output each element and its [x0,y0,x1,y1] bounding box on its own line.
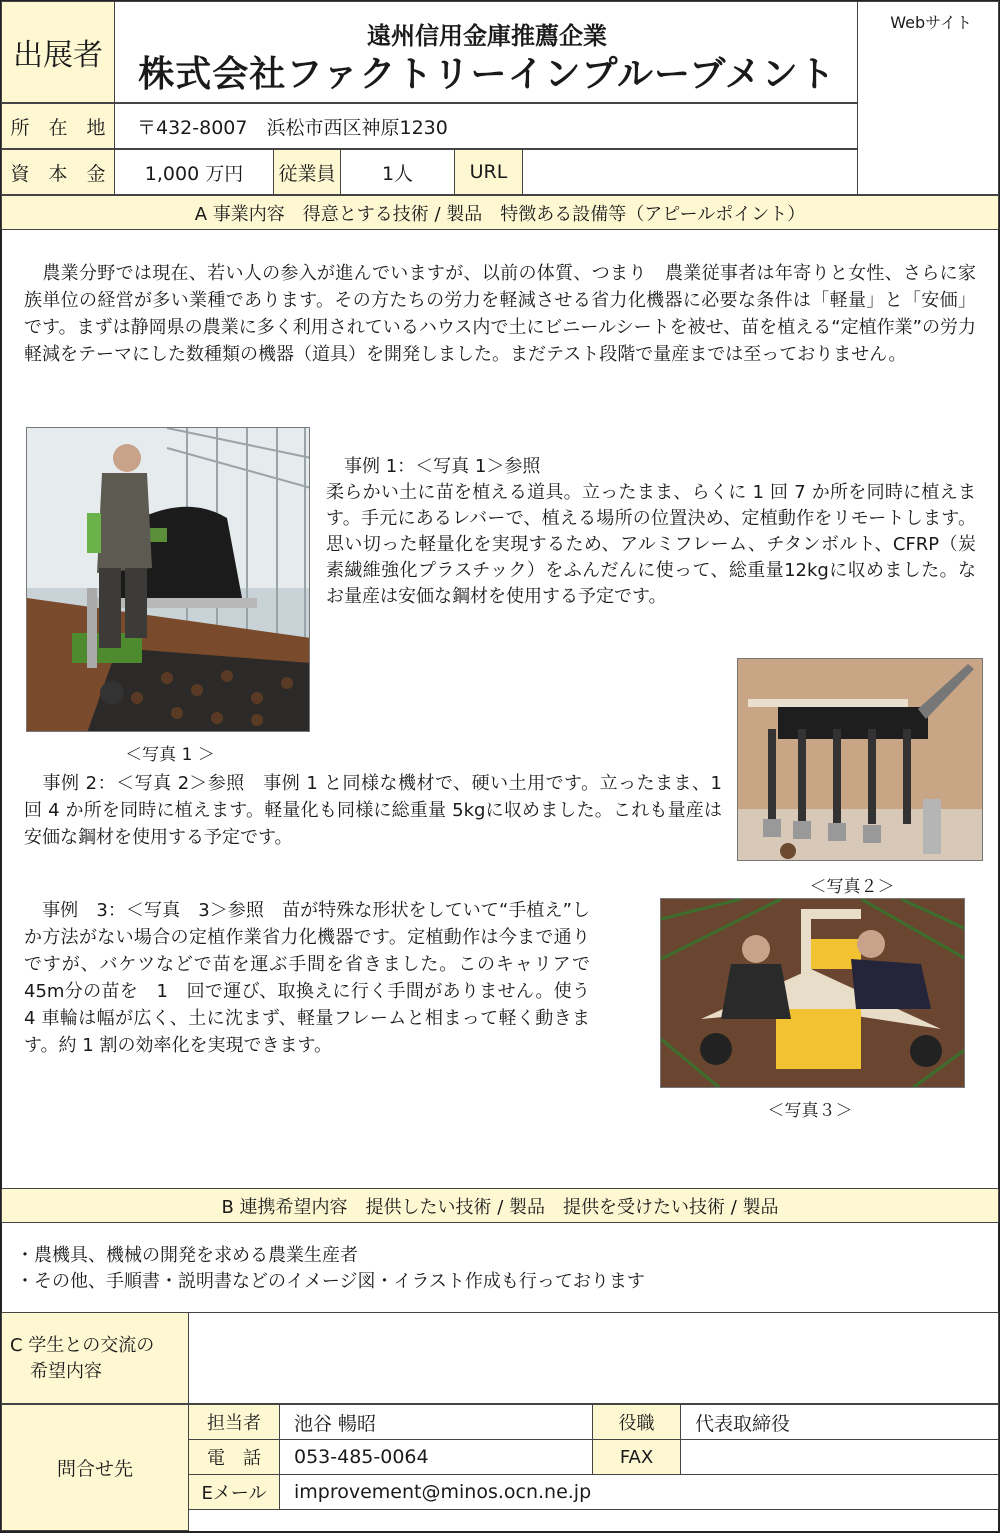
role-value: 代表取締役 [680,1404,999,1440]
exhibitor-label: 出展者 [1,1,115,103]
contact-label: 問合せ先 [1,1404,189,1531]
capital-value: 1,000 万円 [114,149,274,195]
photo-3-caption: ＜写真３＞ [767,1101,853,1121]
list-item: ・その他、手順書・説明書などのイメージ図・イラスト作成も行っております [16,1271,645,1292]
list-item: ・農機具、機械の開発を求める農業生産者 [16,1245,358,1266]
section-a-intro: 農業分野では現在、若い人の参入が進んでいますが、以前の体質、つまり 農業従事者は年寄りと女性、さらに家族単位の経営が多い業種であります。その方たちの労力を軽減させる省力化機器に必要な条件は「軽量」と「安価」です。まずは静岡県の農業に多く利用されているハウス内で土にビニールシートを被せ、苗を植える“定植作業”の労力軽減をテーマにした数種類の機器（道具）を開発しました。まだテスト段階で量産までは至っておりません。 [24,263,976,365]
recommendation-subtitle: 遠州信用金庫推薦企業 [367,22,607,50]
section-c-value [188,1312,999,1404]
section-b-heading: B 連携希望内容 提供したい技術 / 製品 提供を受けたい技術 / 製品 [1,1188,999,1223]
section-b-list [16,1243,986,1295]
photo-2-planting-tool [737,658,983,861]
photo-1-planting-tool [26,427,310,732]
section-c-label [1,1312,189,1404]
phone-label: 電 話 [188,1439,280,1475]
employees-label: 従業員 [273,149,341,195]
person-value: 池谷 暢昭 [279,1404,593,1440]
section-c-label-line2: 希望内容 [30,1361,102,1382]
email-value[interactable]: improvement@minos.ocn.ne.jp [279,1474,999,1510]
website-box [857,1,999,195]
email-label: Eメール [188,1474,280,1510]
fax-label: FAX [592,1439,681,1475]
company-header [114,1,858,103]
employees-value: 1人 [340,149,455,195]
address-label: 所 在 地 [1,103,115,149]
case-1-body: 柔らかい土に苗を植える道具。立ったまま、らくに 1 回 7 か所を同時に植えます。手元にあるレバーで、植える場所の位置決め、定植動作をリモートします。思い切った軽量化を実現するため、アルミフレーム、チタンボルト、CFRP（炭素繊維強化プラスチック）をふんだんに使って、総重量12kgに収めました。なお量産は安価な鋼材を使用する予定です。 [326,482,976,607]
address-value: 〒432-8007 浜松市西区神原1230 [114,103,858,149]
person-label: 担当者 [188,1404,280,1440]
url-value[interactable] [522,149,858,195]
section-a-heading: A 事業内容 得意とする技術 / 製品 特徴ある設備等（アピールポイント） [1,195,999,230]
capital-label: 資 本 金 [1,149,115,195]
company-name: 株式会社ファクトリーインプルーブメント [138,54,836,95]
url-label: URL [454,149,523,195]
case-2-text: 事例 2：＜写真 2＞参照 事例 1 と同様な機材で、硬い土用です。立ったまま、1 回 4 か所を同時に植えます。軽量化も同様に総重量 5kgに収めました。これも量産は安価な鋼材を使用する予定です。 [24,773,722,848]
role-label: 役職 [592,1404,681,1440]
photo-2-caption: ＜写真２＞ [809,877,895,897]
fax-value [680,1439,999,1475]
phone-value[interactable]: 053-485-0064 [279,1439,593,1475]
case-1-title: 事例 1：＜写真 1＞参照 [326,456,541,477]
website-label[interactable]: Webサイト [890,13,972,32]
case-3-text: 事例 3：＜写真 3＞参照 苗が特殊な形状をしていて“手植え”しか方法がない場合の定植作業省力化機器です。定植動作は今まで通りですが、バケツなどで苗を運ぶ手間を省きました。このキャリアで 45m分の苗を 1 回で運び、取換えに行く手間がありません。使う 4 車輪は幅が広く、土に沈まず、軽量フレームと相まって軽く動きます。約 1 割の効率化を実現できます。 [24,900,608,1056]
section-c-label-line1: C 学生との交流の [10,1335,155,1356]
photo-3-carrier [660,898,965,1088]
case-1-block [326,454,976,610]
photo-1-caption: ＜写真 1 ＞ [125,745,215,765]
